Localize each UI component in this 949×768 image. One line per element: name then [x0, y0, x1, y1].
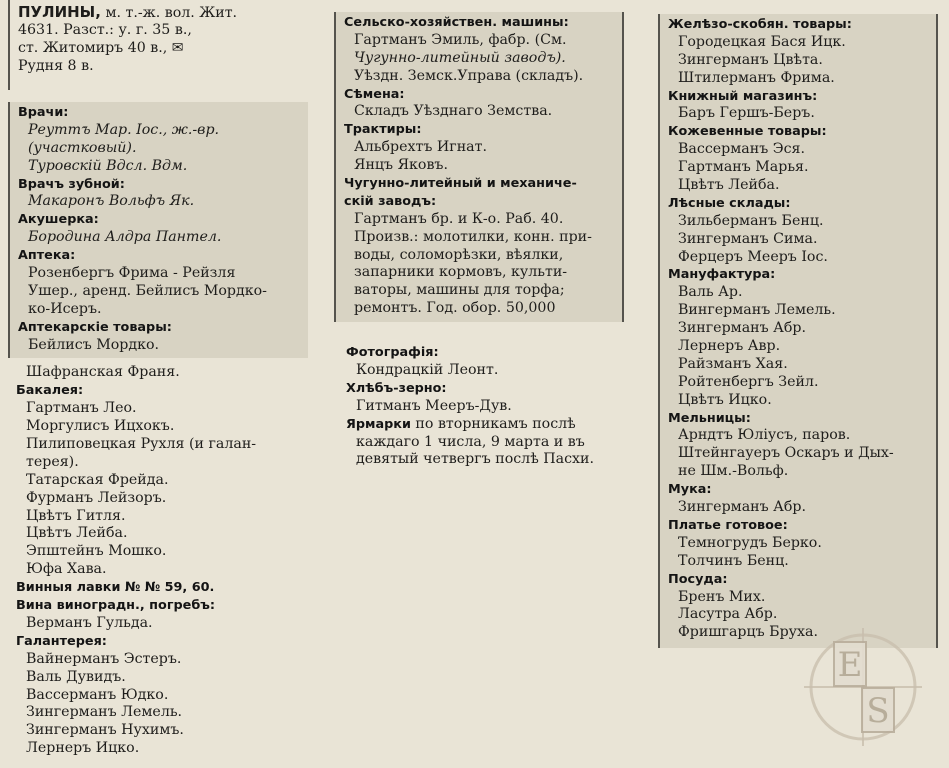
town-name: ПУЛИНЫ,: [18, 4, 101, 21]
listing-entry: Чугунно-литейный заводъ).: [354, 49, 566, 66]
section-heading: Аптекарскіе товары:: [18, 319, 172, 335]
listing-entry: (участковый).: [28, 139, 137, 156]
listing-entry: Уѣздн. Земск.Управа (складъ).: [354, 67, 584, 84]
section-heading: Аптека:: [18, 248, 76, 264]
section-heading: Мука:: [668, 482, 712, 498]
listing-entry: Эпштейнъ Мошко.: [26, 543, 167, 560]
listing-entry: Цвѣтъ Лейба.: [678, 177, 780, 194]
listing-entry: Лернеръ Ицко.: [26, 740, 140, 757]
listing-entry: Гартманъ Эмиль, фабр. (См.: [354, 31, 567, 48]
listing-entry: Складъ Уѣзднаго Земства.: [354, 103, 553, 120]
listing-entry: Юфа Хава.: [26, 561, 107, 578]
listing-entry: Зингерманъ Лемель.: [26, 704, 183, 721]
listing-entry: Зингерманъ Абр.: [678, 320, 807, 337]
listing-entry: Гитманъ Мееръ-Дув.: [356, 397, 512, 414]
listing-entry: Альбрехтъ Игнат.: [354, 139, 487, 156]
town-header: [8, 0, 308, 90]
listing-entry: запарники кормовъ, культи-: [354, 264, 568, 281]
section-heading: Врачъ зубной:: [18, 176, 125, 192]
fair-heading: Ярмарки: [346, 416, 411, 432]
watermark-letter-s: S: [866, 691, 890, 731]
listing-entry: ко-Исеръ.: [28, 300, 102, 317]
section-heading: Сѣмена:: [344, 86, 405, 102]
town-info-line: ст. Житомиръ 40 в., ✉: [18, 39, 184, 56]
town-title-line: ПУЛИНЫ, м. т.-ж. вол. Жит.: [18, 4, 238, 21]
listing-entry: ваторы, машины для торфа;: [354, 282, 565, 299]
listing-entry: Вингерманъ Лемель.: [678, 302, 836, 319]
section-heading: Платье готовое:: [668, 517, 788, 533]
section-heading: Фотографія:: [346, 345, 439, 361]
listing-entry: Туровскій Вдсл. Вдм.: [28, 157, 188, 174]
section-heading: Лѣсные склады:: [668, 195, 791, 211]
listing-entry: Бородина Алдра Пантел.: [28, 229, 222, 246]
listing-entry: Гартманъ Марья.: [678, 159, 809, 176]
listing-entry: Темногрудъ Берко.: [678, 534, 822, 551]
listing-entry: Ферцеръ Мееръ Іос.: [678, 248, 828, 265]
listing-entry: Валь Дувидъ.: [26, 668, 126, 685]
listing-entry: Зильберманъ Бенц.: [678, 212, 824, 229]
watermark-letter-e: E: [837, 645, 863, 685]
listing-entry: Вассерманъ Эся.: [678, 141, 806, 158]
column-2: [334, 0, 624, 469]
listing-entry: Ласутра Абр.: [678, 606, 778, 623]
listing-entry: воды, соломорѣзки, вѣялки,: [354, 246, 564, 263]
section-heading: Галантерея:: [16, 633, 107, 649]
section-heading: Трактиры:: [344, 122, 422, 138]
listing-entry: ремонтъ. Год. обор. 50,000: [354, 300, 556, 317]
listing-entry: Кондрацкій Леонт.: [356, 362, 499, 379]
town-info-line: Рудня 8 в.: [18, 57, 94, 74]
listing-entry: Реуттъ Мар. Іос., ж.-вр.: [28, 121, 220, 138]
section-block-trade: [8, 358, 308, 758]
listing-entry: Шафранская Франя.: [26, 364, 180, 381]
listing-entry: каждаго 1 числа, 9 марта и въ: [356, 433, 585, 450]
section-heading: Кожевенные товары:: [668, 124, 827, 140]
listing-entry: Розенбергъ Фрима - Рейзля: [28, 265, 236, 282]
listing-entry: Баръ Гершъ-Беръ.: [678, 105, 815, 122]
section-block-machinery: [334, 12, 624, 322]
listing-entry: Пилиповецкая Рухля (и галан-: [26, 436, 257, 453]
section-heading: Врачи:: [18, 105, 69, 120]
listing-entry: девятый четвергъ послѣ Пасхи.: [356, 451, 595, 468]
listing-entry: Ройтенбергъ Зейл.: [678, 373, 819, 390]
section-block-fairs: [334, 344, 624, 469]
section-heading: Хлѣбъ-зерно:: [346, 380, 447, 396]
listing-entry: Произв.: молотилки, конн. при-: [354, 228, 592, 245]
listing-entry: не Шм.-Вольф.: [678, 463, 789, 480]
listing-entry: Лернеръ Авр.: [678, 338, 781, 355]
section-block-medical: [8, 102, 308, 358]
listing-entry: Вайнерманъ Эстеръ.: [26, 650, 182, 667]
listing-entry: Зингерманъ Цвѣта.: [678, 51, 823, 68]
listing-entry: Бейлисъ Мордко.: [28, 336, 160, 353]
column-1: [8, 0, 308, 758]
listing-entry: Фришгарцъ Бруха.: [678, 624, 818, 641]
listing-entry: терея).: [26, 453, 79, 470]
listing-entry: Гартманъ Лео.: [26, 400, 137, 417]
section-heading: Винныя лавки № № 59, 60.: [16, 580, 215, 596]
section-heading: Мануфактура:: [668, 267, 776, 283]
listing-entry: Вассерманъ Юдко.: [26, 686, 169, 703]
column-3: [658, 0, 938, 648]
town-info-line: 4631. Разст.: у. г. 35 в.,: [18, 21, 192, 38]
listing-entry: Макаронъ Вольфъ Як.: [28, 193, 195, 210]
listing-entry: Янцъ Яковъ.: [354, 157, 448, 174]
listing-entry: Ушер., аренд. Бейлисъ Мордко-: [28, 282, 267, 299]
listing-entry: Зингерманъ Нухимъ.: [26, 722, 184, 739]
listing-entry: Штилерманъ Фрима.: [678, 69, 835, 86]
listing-entry: Цвѣтъ Лейба.: [26, 525, 128, 542]
es-watermark-logo: [804, 628, 922, 746]
section-heading: Вина виноградн., погребъ:: [16, 598, 216, 614]
listing-entry: Верманъ Гульда.: [26, 614, 153, 631]
listing-entry: Фурманъ Лейзоръ.: [26, 489, 167, 506]
listing-entry: Райзманъ Хая.: [678, 355, 788, 372]
listing-entry: Бренъ Мих.: [678, 588, 766, 605]
listing-entry: Татарская Фрейда.: [26, 471, 169, 488]
listing-entry: Валь Ар.: [678, 284, 743, 301]
section-heading: Посуда:: [668, 571, 728, 587]
section-heading: Книжный магазинъ:: [668, 88, 818, 104]
fair-info-line: [346, 416, 618, 434]
section-block-goods: [658, 14, 938, 648]
listing-entry: Городецкая Бася Ицк.: [678, 33, 846, 50]
section-heading: скій заводъ:: [344, 193, 437, 209]
section-heading: Бакалея:: [16, 383, 84, 399]
listing-entry: Штейнгауеръ Оскаръ и Дых-: [678, 445, 894, 462]
fair-text: по вторникамъ послѣ: [410, 415, 576, 432]
listing-entry: Зингерманъ Сима.: [678, 230, 818, 247]
listing-entry: Гартманъ бр. и К-о. Раб. 40.: [354, 210, 564, 227]
listing-entry: Цвѣтъ Гитля.: [26, 507, 126, 524]
listing-entry: Толчинъ Бенц.: [678, 552, 789, 569]
section-heading: Сельско-хозяйствен. машины:: [344, 15, 569, 30]
section-heading: Желѣзо-скобян. товары:: [668, 17, 852, 32]
section-heading: Чугунно-литейный и механиче-: [344, 176, 577, 192]
section-heading: Мельницы:: [668, 410, 751, 426]
listing-entry: Зингерманъ Абр.: [678, 499, 807, 516]
listing-entry: Цвѣтъ Ицко.: [678, 391, 772, 408]
listing-entry: Моргулисъ Ицхокъ.: [26, 418, 175, 435]
section-heading: Акушерка:: [18, 212, 99, 228]
listing-entry: Арндтъ Юліусъ, паров.: [678, 427, 851, 444]
